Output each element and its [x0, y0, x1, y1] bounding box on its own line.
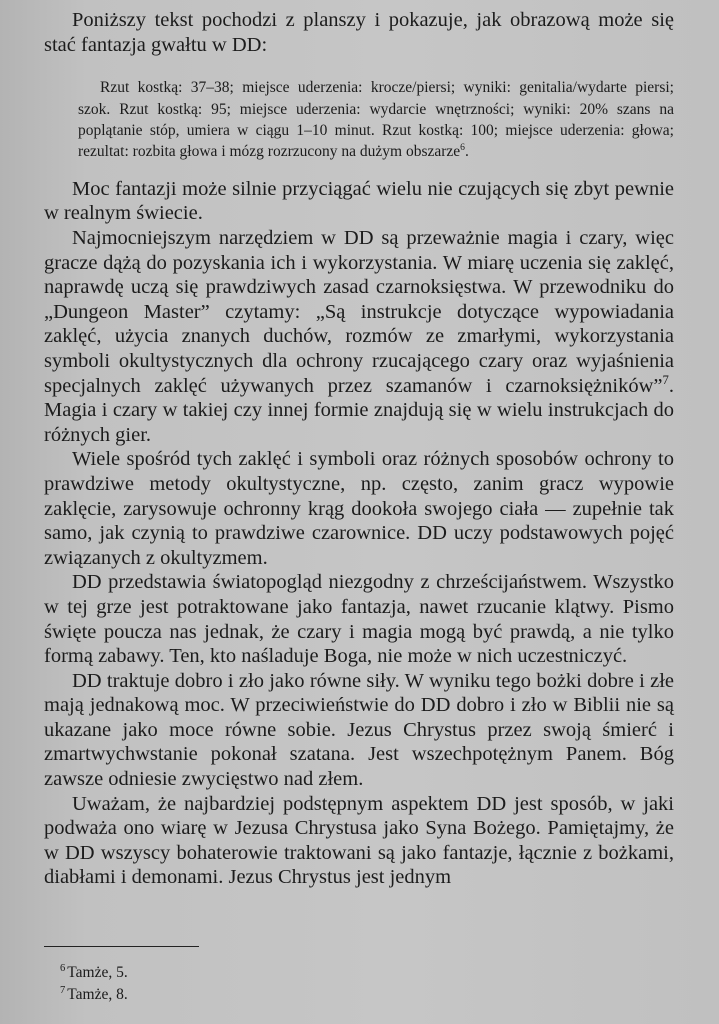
- paragraph-2-part-b: . Magia i czary w takiej czy innej formie znajdują się w wielu instrukcjach do różnych gier.: [44, 374, 674, 446]
- footnote-text: Tamże, 5.: [67, 964, 128, 981]
- footnote-number: 6: [60, 962, 66, 974]
- intro-text: Poniższy tekst pochodzi z planszy i pokazuje, jak obrazową może się stać fantazja gwałtu w DD:: [44, 9, 674, 56]
- page-content: [44, 8, 674, 890]
- paragraph-5: DD traktuje dobro i zło jako równe siły. W wyniku tego bożki dobre i złe mają jednakową moc. W przeciwieństwie do DD dobro i zło w Biblii nie są ukazane jako moce równe sobie. Jezus Chrystus przez swoją śmierć i zmartwychwstanie pokonał szatana. Jest wszechpotężnym Panem. Bóg zawsze odniesie zwycięstwo nad złem.: [44, 669, 674, 791]
- quote-text: Rzut kostką: 37–38; miejsce uderzenia: krocze/piersi; wyniki: genitalia/wydarte piersi; szok. Rzut kostką: 95; miejsce uderzenia: wydarcie wnętrzności; wyniki: 20% szans na poplątanie stóp, umiera w ciągu 1–10 minut. Rzut kostką: 100; miejsce uderzenia: głowa; rezultat: rozbita głowa i mózg rozrzucony na dużym obszarze: [78, 79, 674, 161]
- intro-paragraph: [44, 8, 674, 57]
- body-text: [44, 177, 674, 890]
- paragraph-1: Moc fantazji może silnie przyciągać wielu nie czujących się zbyt pewnie w realnym świecie.: [44, 177, 674, 225]
- footnote-text: Tamże, 8.: [67, 986, 128, 1003]
- block-quote: Rzut kostką: 37–38; miejsce uderzenia: krocze/piersi; wyniki: genitalia/wydarte piersi; szok. Rzut kostką: 95; miejsce uderzenia: wydarcie wnętrzności; wyniki: 20% szans na poplątanie stóp, umiera w ciągu 1–10 minut. Rzut kostką: 100; miejsce uderzenia: głowa; rezultat: rozbita głowa i mózg rozrzucony na dużym obszarze$^6$.: [78, 79, 674, 161]
- footnote: [60, 984, 128, 1006]
- paragraph-3: Wiele spośród tych zaklęć i symboli oraz różnych sposobów ochrony to prawdziwe metody okultystyczne, np. często, zanim gracz wypowie zaklęcie, zarysowuje ochronny krąg dookoła swojego ciała — zupełnie tak samo, jak czynią to prawdziwe czarownice. DD uczy podstawowych pojęć związanych z okultyzmem.: [44, 448, 674, 569]
- paragraph-6: Uważam, że najbardziej podstępnym aspektem DD jest sposób, w jaki podważa ono wiarę w Jezusa Chrystusa jako Syna Bożego. Pamiętajmy, że w DD wszyscy bohaterowie traktowani są jako fantazje, łącznie z bożkami, diabłami i demonami. Jezus Chrystus jest jednym: [44, 792, 674, 889]
- footnotes: [60, 962, 128, 1006]
- paragraph-2-part-a: Najmocniejszym narzędziem w DD są przeważnie magia i czary, więc gracze dążą do pozyskania ich i wykorzystania. W miarę uczenia się zaklęć, naprawdę uczą się prawdziwych zasad czarnoksięstwa. W przewodniku do „Dungeon Master” czytamy: „Są instrukcje dotyczące wypowiadania zaklęć, użycia znanych duchów, rozmów ze zmarłymi, wykorzystania symboli okultystycznych dla ochrony rzucającego czary oraz wyjaśnienia specjalnych zaklęć używanych przez szamanów i czarnoksiężników”: [44, 227, 674, 397]
- footnote-ref-7[interactable]: 7: [662, 372, 669, 387]
- footnote-ref-6[interactable]: 6: [460, 142, 465, 154]
- footnote: [60, 962, 128, 984]
- paragraph-2: [44, 226, 674, 447]
- paragraph-4: DD przedstawia światopogląd niezgodny z chrześcijaństwem. Wszystko w tej grze jest potraktowane jako fantazja, nawet rzucanie klątwy. Pismo święte poucza nas jednak, że czary i magia mogą być prawdą, a nie tylko formą zabawy. Ten, kto naśladuje Boga, nie może w nich uczestniczyć.: [44, 571, 674, 668]
- footnote-divider: [44, 946, 199, 947]
- footnote-number: 7: [60, 984, 66, 996]
